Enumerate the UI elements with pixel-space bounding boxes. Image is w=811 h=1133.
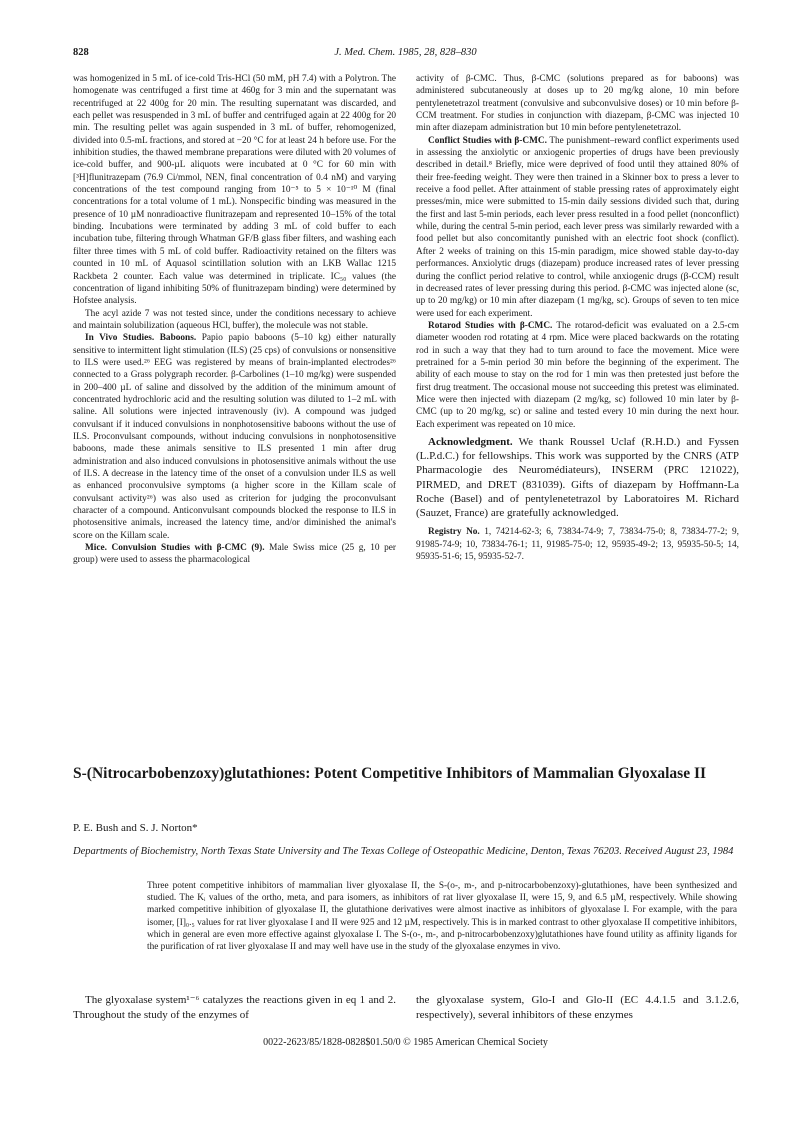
registry-numbers [416, 526, 739, 563]
paragraph: activity of β-CMC. Thus, β-CMC (solutions prepared as for baboons) was administered subcutaneously at doses up to 20 mg/kg alone, 10 min before pentylenetetrazol treatment (convulsive and subconvulsive doses) or 10 min before β-CCM treatment. For studies in conjunction with diazepam, β-CMC was injected 10 min after diazepam administration but 10 min before pentylenetetrazol. [416, 74, 739, 134]
journal-citation: J. Med. Chem. 1985, 28, 828–830 [334, 47, 477, 58]
section-heading: In Vivo Studies. Baboons. [85, 333, 197, 344]
paragraph-text: Male Swiss mice (25 g, 10 per group) were used to assess the pharmacological [73, 543, 396, 566]
left-column [73, 73, 396, 567]
paragraph: was homogenized in 5 mL of ice-cold Tris-HCl (50 mM, pH 7.4) with a Polytron. The homogenate was centrifuged a first time at 460g for 3 min and the supernatant was recentrifuged at 22 400g for 20 min. The resulting supernatant was discarded, and each pellet was resuspended in 3 mL of buffer and centrifuged again at 22 400g for 20 min. The resulting pellet was again suspended in 3 mL of buffer, rehomogenized, divided into 0.5-mL fractions, and stored at −20 °C for at least 24 h before use. For the inhibition studies, the thawed membrane preparations were diluted with 20 volumes of ice-cold buffer, and 900-µL aliquots were incubated at 0 °C for 60 min with [³H]flunitrazepam (76.9 Ci/mmol, NEN, final concentration of 0.4 nM) and varying concentrations of the test compound ranging from 10⁻⁵ to 5 × 10⁻¹⁰ M (final concentrations for a total volume of 1 mL). Nonspecific binding was measured in the presence of 10 µM nonradioactive flunitrazepam and represented 10–15% of the total binding. Incubations were terminated by adding 3 mL of cold buffer to each incubation tube, filtering through Whatman GF/B glass fiber filters, and washing each filter three times with 5 mL of cold buffer. Radioactivity retained on the filters was counted in 10 mL of Aquasol scintillation solution with an LKB Wallac 1215 Rackbeta 2 counter. Each value was determined in triplicate. IC₅₀ values (the concentration of ligand inhibiting 50% of flunitrazepam binding) were determined by Hofstee analysis. [73, 74, 396, 307]
registry-text: 1, 74214-62-3; 6, 73834-74-9; 7, 73834-75-0; 8, 73834-77-2; 9, 91985-74-9; 10, 73834-76-1; 11, 91985-75-0; 12, 95935-49-2; 13, 95935-50-5; 14, 95935-51-6; 15, 95935-52-7. [416, 527, 739, 562]
intro-left-column: The glyoxalase system¹⁻⁶ catalyzes the reactions given in eq 1 and 2. Throughout the study of the enzymes of [73, 994, 396, 1021]
paragraph-text: The rotarod-deficit was evaluated on a 2.5-cm diameter wooden rod rotating at 4 rpm. Mice were placed backwards on the rotating rod in such a way that they had to turn around to face the movement. Mice were pretrained for a 5-min period 30 min before the beginning of the experiment. The ability of each mouse to stay on the rod for 1 min was then pretested just before the first drug treatment. The occasional mouse not succeeding this pretest was eliminated. Mice were then injected with diazepam (2 mg/kg, sc) followed 10 min later by β-CMC (up to 20 mg/kg, sc) or saline and tested every 10 min during the next hour. Each experiment was repeated on 10 mice. [416, 320, 739, 430]
article-abstract: Three potent competitive inhibitors of mammalian liver glyoxalase II, the S-(o-, m-, and p-nitrocarbobenzoxy)-glutathiones, have been synthesized and studied. The Kᵢ values of the ortho, meta, and para isomers, as inhibitors of rat liver glyoxalase II, were 15, 9, and 6.5 µM, respectively. While showing marked competitive inhibition of glyoxalase II, the glutathione derivatives were almost inactive as inhibitors of glyoxalase I. For example, with the para isomer, [I]₀.₅ values for rat liver glyoxalase I and II were 925 and 12 µM, respectively. This is in marked contrast to other glyoxalase II competitive inhibitors, which in general are even more effective against glyoxalase I. The S-(o-, m-, and p-nitrocarbobenzoxy)glutathiones have found utility as affinity ligands for the purification of rat liver glyoxalase II and may well have use in the study of the glyoxalase enzymes in vivo. [147, 881, 737, 953]
article-title: S-(Nitrocarbobenzoxy)glutathiones: Potent Competitive Inhibitors of Mammalian Glyoxalase II [73, 765, 707, 782]
section-heading: Rotarod Studies with β-CMC. [428, 320, 553, 331]
paragraph: The acyl azide 7 was not tested since, under the conditions necessary to achieve and maintain solubilization (aqueous HCl, buffer), the molecule was not stable. [73, 308, 396, 331]
paragraph-text: The punishment–reward conflict experiments used in assessing the anxiolytic or anxiogenic properties of drugs have been previously described in detail.⁸ Briefly, mice were deprived of food until they attained 80% of their free-feeding weight. They were then trained in a Skinner box to press a lever to receive a food pellet. After attainment of stable pressing rates of approximately eight presses/min, mice were submitted to 15-min daily sessions divided such that, during the first and last 5-min periods, each lever press resulted in a food pellet (nonconflict) while, during the central 5-min period, each lever press was similarly rewarded with a food pellet but also concomitantly punished with an electric foot shock (conflict). After 2 weeks of training on this 15-min paradigm, mice showed stable day-to-day performances. Anxiolytic drugs (diazepam) produce increased rates of lever pressing during the conflict period relative to control, while anxiogenic drugs (β-CCM) result in decreased rates of lever pressing during this period. β-CMC was injected alone (sc, up to 20 mg/kg) or 10 min after diazepam (1 mg/kg, sc). Groups of seven to ten mice were used for each experiment. [416, 135, 739, 319]
copyright-footer: 0022-2623/85/1828-0828$01.50/0 © 1985 American Chemical Society [263, 1037, 548, 1048]
affiliation-text: Departments of Biochemistry, North Texas State University and The Texas College of Osteopathic Medicine, Denton, Texas 76203. [73, 846, 622, 857]
article-affiliation [73, 845, 738, 859]
section-heading: Mice. Convulsion Studies with β-CMC (9). [85, 543, 265, 554]
section-paragraph [416, 320, 739, 431]
acknowledgment [416, 435, 739, 520]
acknowledgment-text: We thank Roussel Uclaf (R.H.D.) and Fyssen (L.P.d.C.) for fellowships. This work was supported by the CNRS (ATP Pharmacologie des Neuromédiateurs), INSERM (PRC 121022), PIRMED, and DRET (831039). Gifts of diazepam by Hoffmann-La Roche (Basel) and of pentylenetetrazol by Laboratoires M. Richard (Sauzet, France) are gratefully acknowledged. [416, 435, 739, 519]
paragraph-text: Papio papio baboons (5–10 kg) either naturally sensitive to intermittent light stimulation (ILS) (25 cps) of convulsions or nonsensitive to ILS were used.²⁶ EEG was registered by means of brain-implanted electrodes²⁶ connected to a Grass polygraph recorder. β-Carbolines (1–10 mg/kg) were suspended in 200–400 µL of saline and dissolved by the addition of the minimum amount of concentrated hydrochloric acid and the resulting solution was diluted to 1–2 mL with saline. All solutions were injected intravenously (iv). A compound was judged convulsant if it induced convulsions in nonphotosensitive baboons without the use of ILS. Proconvulsant compounds, without inducing convulsions in nonphotosensitive baboons, made these animals sensitive to ILS presented 1 min after drug administration and also induced convulsions in photosensitive animals without the use of ILS. A decrease in the latency time of the onset of a convulsion under ILS as well as enhanced proconvulsive symptoms (a higher score in the Killam scale of convulsant activity²⁶) was also used as criterion for judging the proconvulsant character of a compound. Anticonvulsant compounds blocked the response to ILS in photosensitive animals, increased the latency time, and/or diminished the animal's score on the Killam scale. [73, 333, 396, 541]
section-paragraph [73, 332, 396, 542]
running-header [73, 47, 738, 61]
section-heading: Conflict Studies with β-CMC. [428, 135, 547, 146]
intro-right-column: the glyoxalase system, Glo-I and Glo-II (EC 4.4.1.5 and 3.1.2.6, respectively), several inhibitors of these enzymes [416, 994, 739, 1021]
page-number: 828 [73, 47, 89, 58]
received-date: Received August 23, 1984 [621, 846, 734, 857]
section-paragraph [73, 542, 396, 567]
section-paragraph [416, 135, 739, 320]
acknowledgment-heading: Acknowledgment. [428, 435, 513, 448]
article-authors: P. E. Bush and S. J. Norton* [73, 822, 198, 834]
registry-heading: Registry No. [428, 527, 480, 538]
right-column [416, 73, 739, 563]
